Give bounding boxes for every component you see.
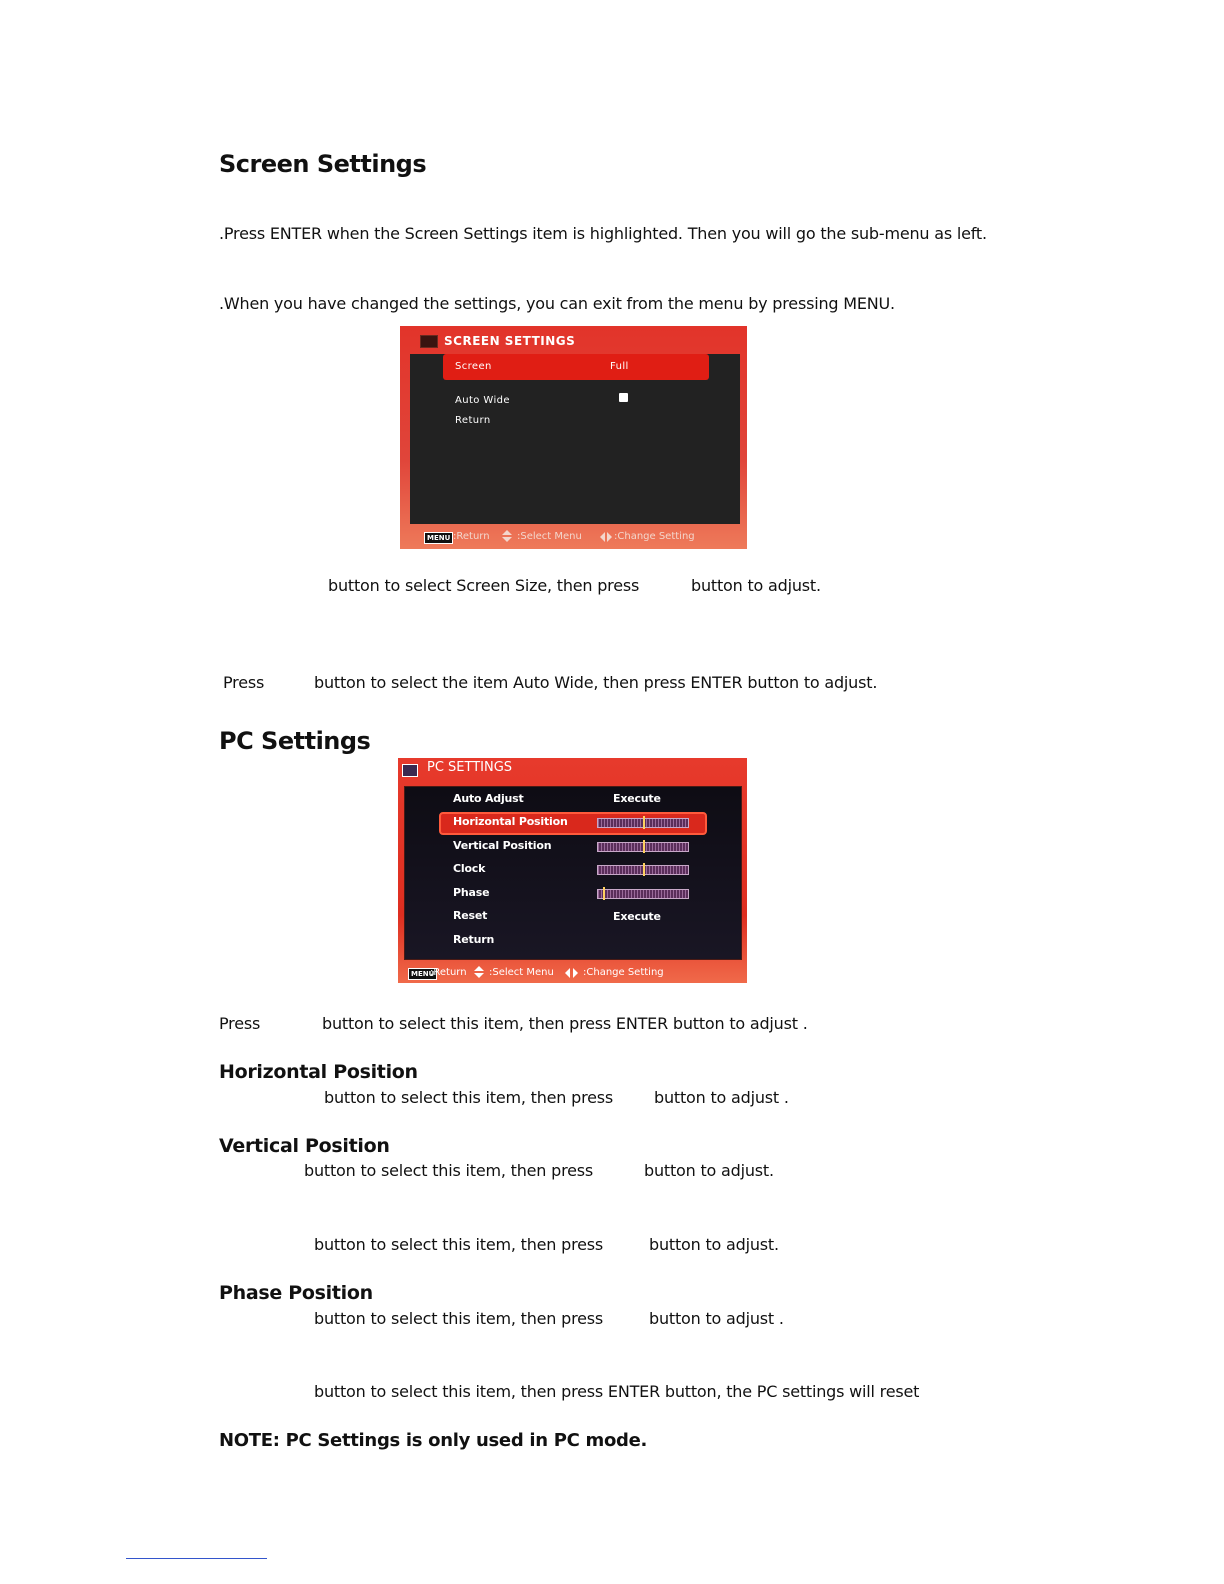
pc-item-phase[interactable]: Phase (453, 886, 490, 899)
pc-osd-footer (398, 965, 747, 983)
pc-footer-select: :Select Menu (489, 967, 554, 978)
pc-footer-change: :Change Setting (583, 967, 664, 978)
vpos-line-b: button to adjust. (644, 1161, 774, 1180)
pc-item-auto-adjust[interactable]: Auto Adjust (453, 792, 524, 805)
clock-slider[interactable] (597, 865, 689, 875)
pc-item-vertical-position[interactable]: Vertical Position (453, 839, 552, 852)
footer-return: :Return (453, 531, 490, 542)
left-arrow-icon (600, 532, 605, 542)
menu-badge-icon: MENU (408, 968, 437, 980)
vpos-line-a: button to select this item, then press (304, 1161, 594, 1180)
clock-line-a: button to select this item, then press (314, 1235, 604, 1254)
slider-marker[interactable] (603, 887, 605, 900)
auto-wide-line-a: Press (223, 673, 265, 692)
slider-marker[interactable] (643, 863, 645, 876)
auto-wide-checkbox[interactable] (619, 393, 628, 402)
right-arrow-icon (607, 532, 612, 542)
down-arrow-icon (502, 537, 512, 542)
pc-item-horizontal-position[interactable]: Horizontal Position (453, 815, 568, 828)
pc-settings-icon (402, 764, 418, 777)
screen-settings-heading: Screen Settings (219, 150, 427, 178)
right-arrow-icon (573, 968, 578, 978)
screen-settings-icon (420, 335, 438, 348)
osd-item-screen-value: Full (610, 361, 629, 372)
footnote-divider (126, 1558, 267, 1559)
slider-marker[interactable] (643, 840, 645, 853)
menu-badge-icon: MENU (424, 532, 453, 544)
screen-size-line-a: button to select Screen Size, then press (328, 576, 640, 595)
phase-line-b: button to adjust . (649, 1309, 784, 1328)
vertical-position-heading: Vertical Position (219, 1135, 390, 1157)
auto-adjust-line-a: Press (219, 1014, 261, 1033)
pc-item-auto-adjust-value: Execute (613, 792, 661, 805)
auto-wide-line-b: button to select the item Auto Wide, then press ENTER button to adjust. (314, 673, 878, 692)
pc-settings-note: NOTE: PC Settings is only used in PC mode. (219, 1430, 648, 1451)
hpos-line-b: button to adjust . (654, 1088, 789, 1107)
osd-title: SCREEN SETTINGS (444, 334, 576, 348)
footer-change: :Change Setting (614, 531, 695, 542)
pc-item-clock[interactable]: Clock (453, 862, 486, 875)
pc-item-reset[interactable]: Reset (453, 909, 488, 922)
horizontal-position-heading: Horizontal Position (219, 1061, 418, 1083)
horizontal-position-slider[interactable] (597, 818, 689, 828)
screen-settings-para-1: .Press ENTER when the Screen Settings item is highlighted. Then you will go the sub-menu as left. (219, 224, 987, 243)
up-arrow-icon (502, 530, 512, 535)
screen-settings-osd (400, 326, 747, 549)
osd-item-auto-wide[interactable]: Auto Wide (455, 395, 510, 406)
phase-slider[interactable] (597, 889, 689, 899)
clock-line-b: button to adjust. (649, 1235, 779, 1254)
phase-line-a: button to select this item, then press (314, 1309, 604, 1328)
phase-position-heading: Phase Position (219, 1282, 373, 1304)
hpos-line-a: button to select this item, then press (324, 1088, 614, 1107)
left-arrow-icon (565, 968, 570, 978)
osd-item-screen[interactable]: Screen (455, 361, 492, 372)
pc-osd-title: PC SETTINGS (427, 760, 513, 775)
auto-adjust-line-b: button to select this item, then press ENTER button to adjust . (322, 1014, 808, 1033)
osd-item-return[interactable]: Return (455, 415, 491, 426)
up-arrow-icon (474, 966, 484, 971)
slider-marker[interactable] (643, 816, 645, 829)
screen-size-line-b: button to adjust. (691, 576, 821, 595)
osd-footer (400, 527, 747, 547)
pc-settings-heading: PC Settings (219, 727, 371, 755)
pc-item-return[interactable]: Return (453, 933, 495, 946)
footer-select: :Select Menu (517, 531, 582, 542)
reset-line: button to select this item, then press ENTER button, the PC settings will reset (314, 1382, 920, 1401)
pc-settings-osd (398, 758, 747, 983)
down-arrow-icon (474, 973, 484, 978)
screen-settings-para-2: .When you have changed the settings, you can exit from the menu by pressing MENU. (219, 294, 895, 313)
pc-item-reset-value: Execute (613, 910, 661, 923)
pc-footer-return: :Return (430, 967, 467, 978)
vertical-position-slider[interactable] (597, 842, 689, 852)
